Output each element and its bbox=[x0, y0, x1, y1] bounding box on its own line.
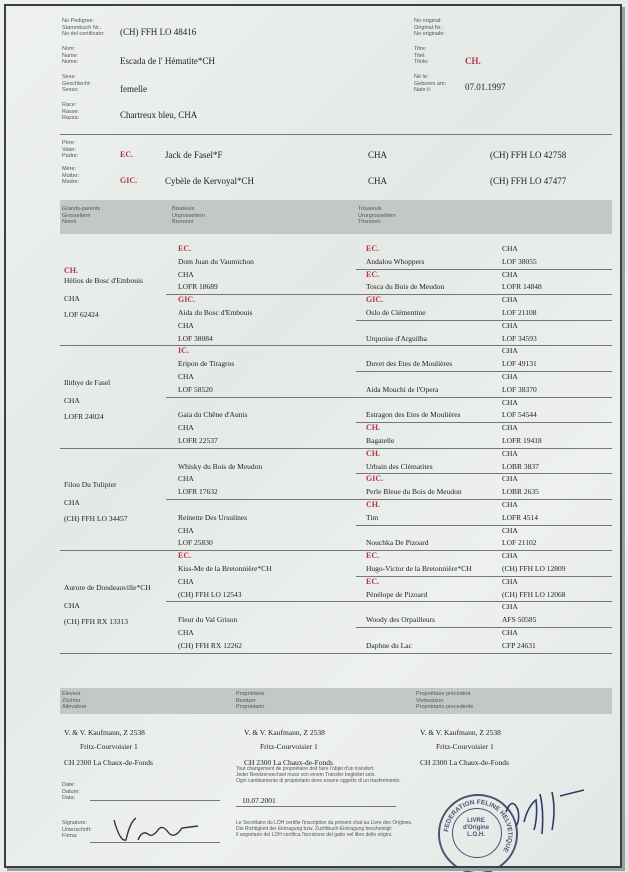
great-grandparent-name: Gaia du Chêne d'Aunis bbox=[178, 410, 248, 420]
great-grandparent-registration: (CH) FFH RX 12262 bbox=[178, 640, 242, 650]
great-great-title: GIC. bbox=[366, 295, 384, 305]
great-great-row-divider bbox=[356, 422, 612, 423]
great-great-row-divider bbox=[356, 345, 612, 346]
great-great-row-divider bbox=[356, 320, 612, 321]
great-great-breed: CHA bbox=[502, 244, 518, 253]
great-great-registration: (CH) FFH LO 12809 bbox=[502, 564, 566, 573]
great-grandparent-name: Eripon de Tiragros bbox=[178, 359, 235, 369]
great-great-breed: CHA bbox=[502, 295, 518, 305]
issue-date-line bbox=[236, 806, 396, 807]
great-great-registration: LOF 54544 bbox=[502, 410, 537, 420]
certification-notice: Le Secrétaire du LOH certifie l'inscription du présent chat au Livre des Origines. Die Richtigkeit der Eintragung bzw. Zuchtbuch-Eintragung bescheinigt: Il segretario del LOH certifica l'iscrizione del gatto nel libro delle origini. bbox=[236, 820, 413, 838]
great-great-title: EC. bbox=[366, 551, 380, 561]
mother-registration: (CH) FFH LO 47477 bbox=[490, 176, 567, 186]
divider bbox=[60, 134, 612, 135]
great-great-breed: CHA bbox=[502, 576, 518, 586]
grandparent-name: Hélios de Bosc d'Embouis bbox=[64, 275, 144, 285]
great-great-row-divider bbox=[356, 269, 612, 270]
great-grandparent-row-divider bbox=[166, 653, 356, 654]
previous-owner-name: V. & V. Kaufmann, Z 2538 bbox=[420, 728, 501, 737]
great-great-breed: CHA bbox=[502, 423, 518, 433]
father-title: EC. bbox=[120, 150, 134, 159]
pedigree-number-label: No Pedigree: Stammbuch Nr.: No del certificato: bbox=[62, 18, 105, 37]
grandparent-registration: LOF 62424 bbox=[64, 309, 99, 319]
mother-title: GIC. bbox=[120, 176, 138, 185]
great-great-breed: CHA bbox=[502, 448, 518, 458]
mother-breed: CHA bbox=[368, 176, 388, 186]
mother-name: Cybèle de Kervoyal*CH bbox=[165, 176, 254, 186]
great-grandparent-breed: CHA bbox=[178, 628, 194, 637]
great-great-registration: (CH) FFH LO 12068 bbox=[502, 589, 566, 599]
great-grandparent-title: GIC. bbox=[178, 295, 196, 305]
great-great-title: CH. bbox=[366, 423, 380, 433]
grandparent-row-divider bbox=[60, 550, 166, 551]
great-grandparent-registration: (CH) FFH LO 12543 bbox=[178, 589, 242, 599]
great-great-breed: CHA bbox=[502, 500, 518, 509]
great-great-registration: LOF 38370 bbox=[502, 384, 537, 394]
great-grandparent-row-divider bbox=[166, 397, 356, 398]
great-great-name: Aida Mouchi de l'Opera bbox=[366, 384, 439, 394]
breeder-header: Eleveur Züchter Allevatore bbox=[62, 691, 87, 710]
great-great-name: Hugo-Victor de la Bretonnière*CH bbox=[366, 564, 472, 573]
great-grandparent-registration: LOFR 22537 bbox=[178, 436, 218, 445]
stamp-center-text: LIVRE d'Origine L.O.H. bbox=[462, 818, 490, 838]
great-great-registration: LOF 21108 bbox=[502, 308, 537, 317]
great-grandparent-registration: LOF 58520 bbox=[178, 384, 213, 394]
father-registration: (CH) FFH LO 42758 bbox=[490, 150, 567, 160]
grandparents-header: Grands-parents Grosseltern Nonni bbox=[62, 206, 101, 225]
cat-name: Escada de l' Hématite*CH bbox=[120, 56, 215, 66]
great-grandparent-name: Dom Juan du Vaumichon bbox=[178, 256, 254, 266]
great-great-title: EC. bbox=[366, 244, 380, 253]
great-great-breed: CHA bbox=[502, 628, 518, 637]
pedigree-number: (CH) FFH LO 48416 bbox=[120, 27, 197, 37]
cat-title: CH. bbox=[465, 56, 481, 66]
grandparent-registration: LOFR 24024 bbox=[64, 412, 104, 421]
great-grandparents-header: Bisaïeuls Urgrosseltern Bisnonni bbox=[172, 206, 206, 225]
great-great-name: Perle Bleue du Bois de Meudon bbox=[366, 487, 462, 497]
great-grandparent-registration: LOF 25830 bbox=[178, 538, 213, 548]
transfer-notice: Tout changement de propriétaire doit faire l'objet d'un transfert. Jeder Besitzerwechsel muss von einem Transfer begleitet sein. Ogni cambiamento di proprietario deve essere oggetto di un trasferimento. bbox=[236, 766, 401, 784]
great-grandparent-title: IC. bbox=[178, 346, 189, 356]
grandparent-breed: CHA bbox=[64, 600, 80, 610]
great-great-breed: CHA bbox=[502, 551, 518, 561]
great-great-name: Tim bbox=[366, 512, 379, 522]
great-grandparent-row-divider bbox=[166, 448, 356, 449]
secretary-signature bbox=[500, 786, 592, 840]
father-label: Père: Vater: Padre: bbox=[62, 140, 79, 159]
great-great-row-divider bbox=[356, 371, 612, 372]
great-great-breed: CHA bbox=[502, 320, 518, 330]
breeder-street: Fritz-Courvoisier 1 bbox=[80, 742, 138, 751]
great-grandparent-registration: LOFR 17632 bbox=[178, 487, 218, 497]
date-label: Date: Datum: Data: bbox=[62, 782, 80, 801]
great-great-row-divider bbox=[356, 653, 612, 654]
great-great-breed: CHA bbox=[502, 397, 518, 407]
great-grandparent-breed: CHA bbox=[178, 269, 194, 279]
great-great-name: Woody des Orpailleurs bbox=[366, 615, 435, 625]
great-great-name: Urquoise d'Arguilha bbox=[366, 333, 427, 343]
great-great-row-divider bbox=[356, 627, 612, 628]
great-grandparent-registration: LOF 38084 bbox=[178, 333, 213, 343]
great-great-registration: LOFR 19418 bbox=[502, 436, 542, 445]
great-great-breed: CHA bbox=[502, 346, 518, 356]
great-great-row-divider bbox=[356, 397, 612, 398]
breeder-city: CH 2300 La Chaux-de-Fonds bbox=[64, 758, 153, 767]
great-grandparent-name: Aida du Bosc d'Embouis bbox=[178, 308, 253, 317]
great-great-registration: LOF 49131 bbox=[502, 359, 537, 369]
birth-date: 07.01.1997 bbox=[465, 82, 506, 92]
signature-line bbox=[90, 842, 220, 843]
great-grandparent-breed: CHA bbox=[178, 372, 194, 381]
title-label: Titre: Titel: Titolo: bbox=[414, 46, 429, 65]
great-great-breed: CHA bbox=[502, 602, 518, 612]
grandparent-row-divider bbox=[60, 653, 166, 654]
date-line bbox=[90, 800, 220, 801]
great-great-registration: CFP 24631 bbox=[502, 640, 536, 650]
grandparent-breed: CHA bbox=[64, 396, 80, 405]
great-grandparent-breed: CHA bbox=[178, 320, 194, 330]
great-great-registration: LOBR 2635 bbox=[502, 487, 539, 497]
owner-city: CH 2300 La Chaux-de-Fonds bbox=[244, 758, 333, 767]
name-label: Nom: Name: Nome: bbox=[62, 46, 79, 65]
cat-sex: femelle bbox=[120, 84, 147, 94]
great-great-registration: LOF 38055 bbox=[502, 256, 537, 266]
great-great-name: Urbain des Clématites bbox=[366, 461, 433, 471]
great-great-name: Estragon des Etes de Moulières bbox=[366, 410, 461, 420]
great-great-name: Oslo de Clémentine bbox=[366, 308, 426, 317]
generation-header-band bbox=[60, 200, 612, 234]
great-grandparent-name: Fleur du Val Grison bbox=[178, 615, 238, 625]
great-grandparent-name: Kiss-Me de la Bretonnière*CH bbox=[178, 564, 272, 573]
owner-header: Propriétaire Besitzer Proprietario bbox=[236, 691, 265, 710]
breed-label: Race: Rasse: Razza: bbox=[62, 102, 80, 121]
owner-name: V. & V. Kaufmann, Z 2538 bbox=[244, 728, 325, 737]
issue-date: 10.07.2001 bbox=[242, 796, 276, 805]
great-great-registration: LOF 21102 bbox=[502, 538, 537, 548]
great-great-row-divider bbox=[356, 473, 612, 474]
great-great-row-divider bbox=[356, 550, 612, 551]
signature-label: Signature: Unterschrift: Firma: bbox=[62, 820, 92, 839]
owner-street: Fritz-Courvoisier 1 bbox=[260, 742, 318, 751]
born-label: Né le: Geboren am: Nato il: bbox=[414, 74, 447, 93]
great-great-title: GIC. bbox=[366, 474, 384, 484]
great-great-breed: CHA bbox=[502, 372, 518, 381]
cat-breed: Chartreux bleu, CHA bbox=[120, 110, 198, 120]
great-great-row-divider bbox=[356, 525, 612, 526]
great-great-name: Pénélope de Pizoard bbox=[366, 589, 428, 599]
great-great-registration: LOF 34593 bbox=[502, 333, 537, 343]
great-grandparent-row-divider bbox=[166, 601, 356, 602]
grandparent-name: Filou Du Tulipier bbox=[64, 480, 117, 490]
great-grandparent-breed: CHA bbox=[178, 423, 194, 433]
great-great-name: Bagatelle bbox=[366, 436, 395, 445]
great-great-name: Duvet des Etes de Moulières bbox=[366, 359, 453, 369]
great-great-row-divider bbox=[356, 448, 612, 449]
great-great-title: CH. bbox=[366, 500, 380, 509]
original-number-label: No original: Original-Nr.: No originale: bbox=[414, 18, 445, 37]
great-great-title: CH. bbox=[366, 448, 380, 458]
great-grandparent-row-divider bbox=[166, 550, 356, 551]
great-great-breed: CHA bbox=[502, 474, 518, 484]
great-great-registration: LOBR 3837 bbox=[502, 461, 539, 471]
grandparent-registration: (CH) FFH RX 13313 bbox=[64, 616, 128, 626]
breeder-name: V. & V. Kaufmann, Z 2538 bbox=[64, 728, 145, 737]
great-grandparent-row-divider bbox=[166, 345, 356, 346]
stamp-ring-text: FEDERATION FELINE HELVETIQUE bbox=[443, 798, 514, 854]
great-great-row-divider bbox=[356, 499, 612, 500]
great-grandparent-name: Whisky du Bois de Meudon bbox=[178, 461, 263, 471]
great-great-name: Tosca du Bois de Meudon bbox=[366, 282, 445, 292]
grandparent-breed: CHA bbox=[64, 498, 80, 508]
grandparent-registration: (CH) FFH LO 34457 bbox=[64, 514, 128, 524]
great-great-row-divider bbox=[356, 294, 612, 295]
great-great-name: Nouchka De Pizoard bbox=[366, 538, 429, 548]
great-great-registration: LOFR 4514 bbox=[502, 512, 539, 522]
father-breed: CHA bbox=[368, 150, 388, 160]
father-name: Jack de Fasel*F bbox=[165, 150, 223, 160]
great-great-title: EC. bbox=[366, 576, 380, 586]
grandparent-name: Aurore de Dondeauville*CH bbox=[64, 582, 151, 592]
great-grandparent-row-divider bbox=[166, 499, 356, 500]
great-great-registration: LOFR 14848 bbox=[502, 282, 542, 292]
great-grandparent-breed: CHA bbox=[178, 474, 194, 484]
grandparent-row-divider bbox=[60, 345, 166, 346]
grandparent-name: Ilithye de Fasel bbox=[64, 378, 111, 387]
great-great-row-divider bbox=[356, 601, 612, 602]
ownership-header-band bbox=[60, 688, 612, 714]
great-great-registration: AFS 50585 bbox=[502, 615, 537, 625]
grandparent-title: CH. bbox=[64, 265, 78, 275]
great-grandparent-breed: CHA bbox=[178, 525, 194, 535]
sex-label: Sexe: Geschlecht: Sesso: bbox=[62, 74, 92, 93]
great-great-name: Daphne du Lac bbox=[366, 640, 412, 650]
great-grandparent-title: EC. bbox=[178, 244, 192, 253]
mother-label: Mère: Mutter: Madre: bbox=[62, 166, 80, 185]
grandparent-breed: CHA bbox=[64, 293, 80, 303]
previous-owner-street: Fritz-Courvoisier 1 bbox=[436, 742, 494, 751]
great-great-grandparents-header: Trisaïeuls Ururgrosseltern Trisnonni bbox=[358, 206, 396, 225]
great-great-breed: CHA bbox=[502, 269, 518, 279]
previous-owner-header: Propriétaire précédent Vorbesitzer Proprietario precedente bbox=[416, 691, 474, 710]
grandparent-row-divider bbox=[60, 448, 166, 449]
great-grandparent-breed: CHA bbox=[178, 576, 194, 586]
great-grandparent-name: Reinette Des Ursulines bbox=[178, 512, 248, 522]
great-great-name: Andalou Whoppers bbox=[366, 256, 425, 266]
great-great-breed: CHA bbox=[502, 525, 518, 535]
great-grandparent-title: EC. bbox=[178, 551, 192, 561]
great-grandparent-registration: LOFR 18689 bbox=[178, 282, 218, 292]
previous-owner-city: CH 2300 La Chaux-de-Fonds bbox=[420, 758, 509, 767]
great-great-title: EC. bbox=[366, 269, 380, 279]
great-great-row-divider bbox=[356, 576, 612, 577]
